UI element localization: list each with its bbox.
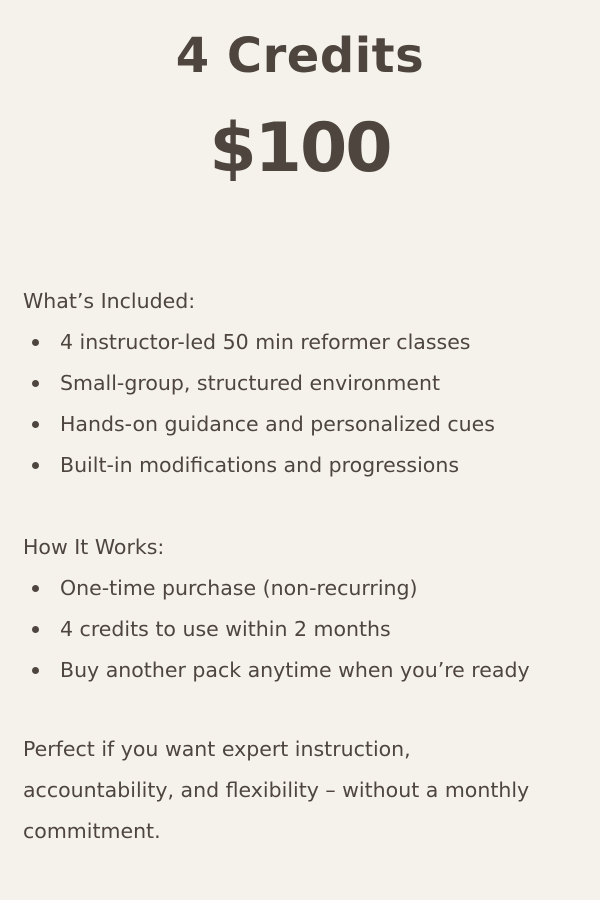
included-item-text: Hands-on guidance and personalized cues [60,412,495,436]
how-it-works-item-text: Buy another pack anytime when you’re ready [60,658,530,682]
included-item-text: Small-group, structured environment [60,371,441,395]
how-it-works-section [23,527,583,691]
closing-paragraph: Perfect if you want expert instruction, accountability, and flexibility – without a monthly commitment. [23,737,530,843]
bullet-dot-icon [32,421,39,428]
included-item-text: 4 instructor-led 50 min reformer classes [60,330,471,354]
plan-title: 4 Credits [175,28,425,84]
bullet-dot-icon [32,380,39,387]
how-it-works-item [23,609,583,650]
included-section [23,281,583,486]
how-it-works-heading: How It Works: [23,535,165,559]
included-item [23,322,583,363]
included-item [23,445,583,486]
how-it-works-item-text: 4 credits to use within 2 months [60,617,391,641]
included-heading: What’s Included: [23,289,196,313]
included-item [23,363,583,404]
plan-price: $100 [209,109,391,188]
bullet-dot-icon [32,626,39,633]
how-it-works-item-text: One-time purchase (non-recurring) [60,576,418,600]
how-it-works-item [23,568,583,609]
included-item [23,404,583,445]
bullet-dot-icon [32,462,39,469]
included-item-text: Built-in modifications and progressions [60,453,460,477]
how-it-works-list [23,568,583,691]
included-list [23,322,583,486]
bullet-dot-icon [32,585,39,592]
how-it-works-item [23,650,583,691]
bullet-dot-icon [32,667,39,674]
bullet-dot-icon [32,339,39,346]
